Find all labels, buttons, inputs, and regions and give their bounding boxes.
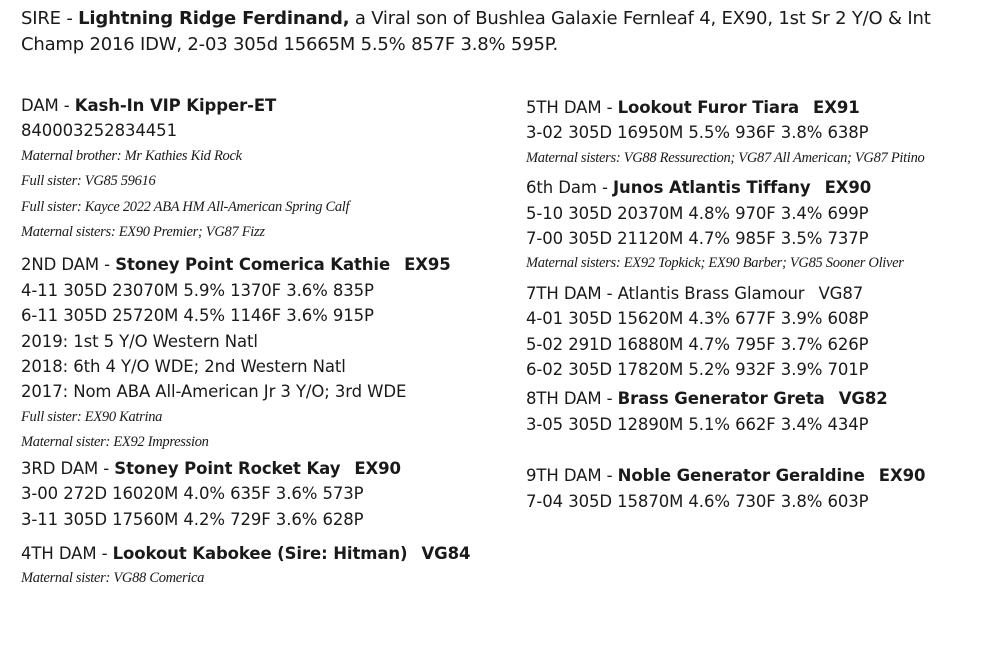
dam8-name: Brass Generator Greta: [617, 389, 825, 409]
dam3-grade: EX90: [354, 458, 401, 478]
dam7-grade: VG87: [818, 283, 864, 303]
dam7-prefix: 7TH DAM -: [526, 283, 618, 303]
dam7-heading: [526, 281, 996, 306]
dam6-heading: [526, 175, 996, 200]
left-column: [21, 93, 511, 592]
dam4-name: Lookout Kabokee (Sire: Hitman): [112, 543, 408, 563]
dam3-section: [21, 456, 511, 532]
dam2-record: 2017: Nom ABA All-American Jr 3 Y/O; 3rd WDE: [21, 382, 407, 402]
dam8-section: [526, 386, 996, 437]
dam-prefix: DAM -: [21, 96, 75, 115]
dam-note: Maternal sisters: EX90 Premier; VG87 Fizz: [21, 224, 265, 241]
dam2-grade: EX95: [404, 255, 451, 275]
dam6-record: 5-10 305D 20370M 4.8% 970F 3.4% 699P: [526, 203, 869, 223]
dam4-section: [21, 541, 511, 592]
dam3-name: Stoney Point Rocket Kay: [114, 458, 341, 478]
dam-id: 840003252834451: [21, 121, 177, 141]
dam4-note: Maternal sister: VG88 Comerica: [21, 570, 205, 587]
dam7-section: [526, 281, 996, 383]
dam3-record: 3-00 272D 16020M 4.0% 635F 3.6% 573P: [21, 484, 364, 504]
dam8-record: 3-05 305D 12890M 5.1% 662F 3.4% 434P: [526, 414, 869, 434]
dam2-heading: [21, 252, 511, 277]
dam5-prefix: 5TH DAM -: [526, 98, 618, 117]
right-column: [526, 95, 996, 514]
dam9-grade: EX90: [878, 466, 926, 486]
dam8-grade: VG82: [838, 389, 888, 409]
dam-note: Full sister: Kayce 2022 ABA HM All-American Spring Calf: [21, 198, 350, 215]
dam2-record: 6-11 305D 25720M 4.5% 1146F 3.6% 915P: [21, 306, 374, 326]
dam5-heading: [526, 95, 996, 120]
dam4-prefix: 4TH DAM -: [21, 543, 113, 563]
dam3-record: 3-11 305D 17560M 4.2% 729F 3.6% 628P: [21, 509, 364, 529]
dam7-record: 5-02 291D 16880M 4.7% 795F 3.7% 626P: [526, 334, 869, 354]
dam6-section: [526, 175, 996, 277]
dam7-name: Atlantis Brass Glamour: [617, 283, 805, 303]
dam4-grade: VG84: [421, 543, 471, 563]
dam5-grade: EX91: [813, 98, 860, 117]
dam6-prefix: 6th Dam -: [526, 178, 614, 198]
dam9-name: Noble Generator Geraldine: [617, 466, 865, 486]
dam9-section: [526, 463, 996, 514]
dam9-prefix: 9TH DAM -: [526, 466, 618, 486]
dam5-section: [526, 95, 996, 171]
sire-name: Lightning Ridge Ferdinand,: [78, 8, 350, 29]
dam6-note: Maternal sisters: EX92 Topkick; EX90 Barber; VG85 Sooner Oliver: [526, 255, 904, 272]
sire-prefix: SIRE -: [21, 8, 79, 29]
dam9-record: 7-04 305D 15870M 4.6% 730F 3.8% 603P: [526, 491, 869, 511]
dam6-name: Junos Atlantis Tiffany: [613, 178, 811, 198]
dam-name: Kash-In VIP Kipper-ET: [74, 96, 277, 115]
dam-section: [21, 93, 511, 245]
dam7-record: 4-01 305D 15620M 4.3% 677F 3.9% 608P: [526, 309, 869, 329]
dam2-record: 2019: 1st 5 Y/O Western Natl: [21, 331, 258, 351]
sire-paragraph: [21, 6, 986, 58]
dam-heading: [21, 93, 511, 118]
dam6-grade: EX90: [824, 178, 872, 198]
dam-note: Maternal brother: Mr Kathies Kid Rock: [21, 147, 242, 164]
dam2-record: 4-11 305D 23070M 5.9% 1370F 3.6% 835P: [21, 280, 374, 300]
sire-description: a Viral son of Bushlea Galaxie Fernleaf 4, EX90, 1st Sr 2 Y/O & Int Champ 2016 IDW, 2-03 305d 15665M 5.5% 857F 3.8% 595P.: [21, 8, 931, 55]
dam4-heading: [21, 541, 511, 566]
dam2-prefix: 2ND DAM -: [21, 255, 116, 275]
dam7-record: 6-02 305D 17820M 5.2% 932F 3.9% 701P: [526, 360, 869, 380]
dam9-heading: [526, 463, 996, 488]
dam8-prefix: 8TH DAM -: [526, 389, 618, 409]
dam-note: Full sister: VG85 59616: [21, 173, 156, 190]
dam2-note: Maternal sister: EX92 Impression: [21, 434, 209, 451]
dam3-prefix: 3RD DAM -: [21, 458, 115, 478]
dam5-name: Lookout Furor Tiara: [617, 98, 800, 117]
dam2-name: Stoney Point Comerica Kathie: [115, 255, 391, 275]
dam2-note: Full sister: EX90 Katrina: [21, 408, 163, 425]
dam3-heading: [21, 456, 511, 481]
dam2-section: [21, 252, 511, 455]
dam6-record: 7-00 305D 21120M 4.7% 985F 3.5% 737P: [526, 229, 869, 249]
dam8-heading: [526, 386, 996, 411]
dam5-record: 3-02 305D 16950M 5.5% 936F 3.8% 638P: [526, 123, 869, 143]
dam5-note: Maternal sisters: VG88 Ressurection; VG87 All American; VG87 Pitino: [526, 149, 925, 166]
dam2-record: 2018: 6th 4 Y/O WDE; 2nd Western Natl: [21, 357, 346, 377]
